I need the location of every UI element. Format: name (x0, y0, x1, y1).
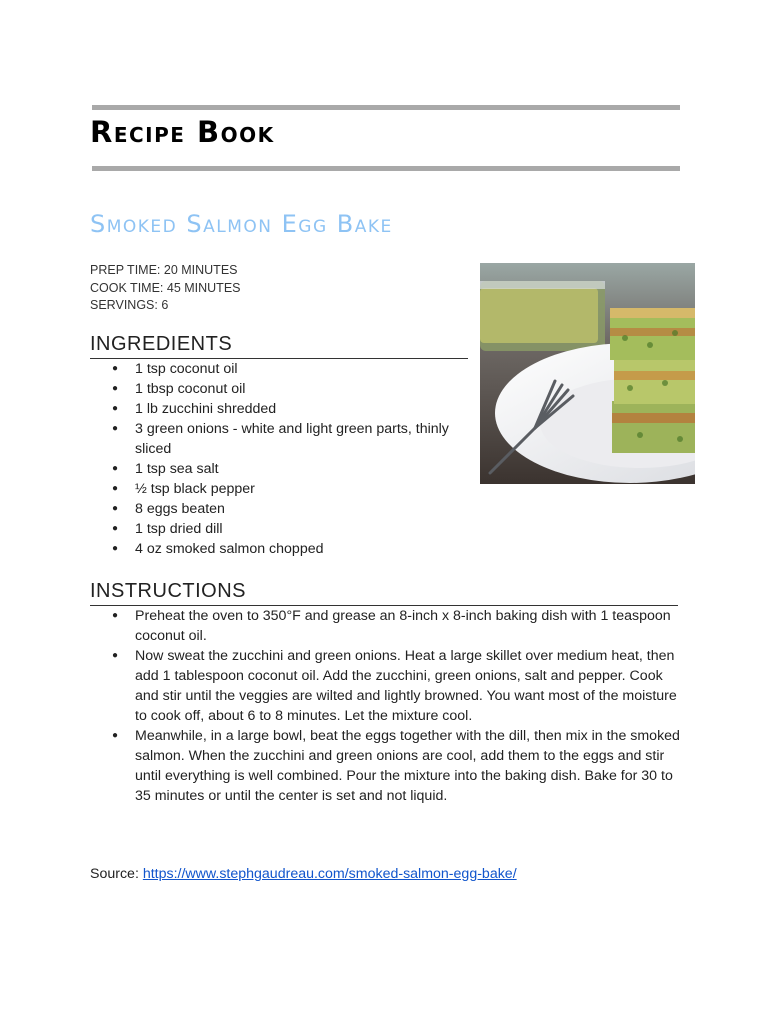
ingredient-item: ● 3 green onions - white and light green parts, thinly sliced (90, 419, 450, 459)
servings: SERVINGS: 6 (90, 298, 169, 312)
source-label: Source: (90, 866, 143, 882)
recipe-photo (480, 263, 695, 484)
prep-time: PREP TIME: 20 MINUTES (90, 263, 238, 277)
ingredient-item: ● 8 eggs beaten (90, 499, 450, 519)
instruction-step: ● Meanwhile, in a large bowl, beat the eggs together with the dill, then mix in the smoked salmon. When the zucchini and green onions are cool, add them to the eggs and stir until everything is well combined. Pour the mixture into the baking dish. Bake for 30 to 35 minutes or until the center is set and not liquid. (90, 726, 680, 806)
instruction-step: ● Now sweat the zucchini and green onions. Heat a large skillet over medium heat, then add 1 tablespoon coconut oil. Add the zucchini, green onions, salt and pepper. Cook and stir until the veggies are wilted and lightly browned. You want most of the moisture to cook off, about 6 to 8 minutes. Let the mixture cool. (90, 646, 680, 726)
ingredient-item: ● 1 tsp sea salt (90, 459, 450, 479)
cook-time: COOK TIME: 45 MINUTES (90, 280, 241, 295)
source-line (90, 866, 517, 882)
ingredients-heading: INGREDIENTS (90, 333, 468, 359)
instructions-list (90, 606, 680, 806)
book-title: Recipe Book (90, 115, 275, 149)
recipe-meta (90, 262, 241, 315)
ingredient-item: ● 1 tbsp coconut oil (90, 379, 450, 399)
ingredient-item: ● ½ tsp black pepper (90, 479, 450, 499)
ingredients-list (90, 359, 450, 559)
recipe-title: Smoked Salmon Egg Bake (90, 210, 393, 238)
instruction-step: ● Preheat the oven to 350°F and grease an 8-inch x 8-inch baking dish with 1 teaspoon coconut oil. (90, 606, 680, 646)
header-top-rule (92, 105, 680, 110)
header-bottom-rule (92, 166, 680, 171)
ingredient-item: ● 1 lb zucchini shredded (90, 399, 450, 419)
instructions-heading: INSTRUCTIONS (90, 580, 678, 606)
ingredient-item: ● 1 tsp coconut oil (90, 359, 450, 379)
ingredient-item: ● 4 oz smoked salmon chopped (90, 539, 450, 559)
source-link[interactable]: https://www.stephgaudreau.com/smoked-salmon-egg-bake/ (142, 866, 517, 882)
ingredient-item: ● 1 tsp dried dill (90, 519, 450, 539)
